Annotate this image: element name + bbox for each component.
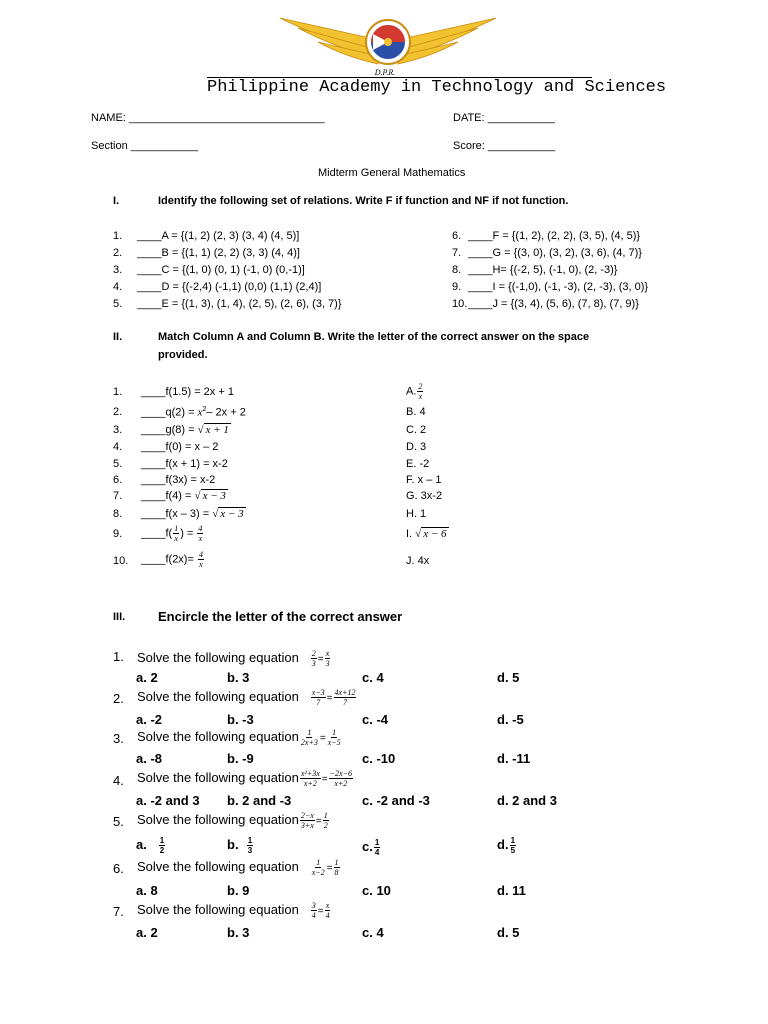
p1-num-10: 10. bbox=[452, 298, 468, 310]
p2-choice-g: G. 3x-2 bbox=[406, 490, 443, 502]
q3-option-c[interactable]: c. -10 bbox=[362, 751, 396, 766]
p2-num-4: 4. bbox=[113, 441, 123, 453]
p2-num-8: 8. bbox=[113, 508, 123, 520]
p2-num-1: 1. bbox=[113, 386, 123, 398]
p1-num-6: 6. bbox=[452, 230, 462, 242]
part2-instruction-1: Match Column A and Column B. Write the letter of the correct answer on the space bbox=[158, 331, 590, 343]
q2-option-c[interactable]: c. -4 bbox=[362, 712, 389, 727]
p1-item-7[interactable]: ____G = {(3, 0), (3, 2), (3, 6), (4, 7)} bbox=[468, 247, 642, 259]
q7-prompt: Solve the following equation $\frac{3}{4}$ = $\frac{x}{4}$ bbox=[137, 901, 330, 920]
p2-choice-e: E. -2 bbox=[406, 458, 430, 470]
p1-num-3: 3. bbox=[113, 264, 123, 276]
score-field[interactable]: Score: ___________ bbox=[453, 140, 556, 152]
p2-num-7: 7. bbox=[113, 490, 123, 502]
q6-option-a[interactable]: a. 8 bbox=[136, 883, 158, 898]
q7-option-d[interactable]: d. 5 bbox=[497, 925, 520, 940]
p1-num-4: 4. bbox=[113, 281, 123, 293]
p1-num-7: 7. bbox=[452, 247, 462, 259]
p1-item-10[interactable]: ____J = {(3, 4), (5, 6), (7, 8), (7, 9)} bbox=[468, 298, 639, 310]
p1-num-8: 8. bbox=[452, 264, 462, 276]
q5-number: 5. bbox=[113, 814, 124, 829]
p2-num-2: 2. bbox=[113, 406, 123, 418]
q4-option-d[interactable]: d. 2 and 3 bbox=[497, 793, 557, 808]
p2-item-7[interactable]: ____f(4) = √ x − 3 bbox=[141, 490, 226, 502]
p2-item-5[interactable]: ____f(x + 1) = x-2 bbox=[141, 458, 228, 470]
p1-item-9[interactable]: ____I = {(-1,0), (-1, -3), (2, -3), (3, 0)} bbox=[468, 281, 649, 293]
q2-option-d[interactable]: d. -5 bbox=[497, 712, 524, 727]
academy-wings-logo bbox=[278, 12, 498, 74]
q2-option-a[interactable]: a. -2 bbox=[136, 712, 163, 727]
q5-option-d[interactable]: d. $\frac{1}{5}$ bbox=[497, 836, 516, 855]
q1-prompt: Solve the following equation $\frac{2}{3}$ = $\frac{x}{3}$ bbox=[137, 649, 330, 668]
q3-prompt: Solve the following equation $\frac{1}{2x+3}$ = $\frac{1}{x-5}$ bbox=[137, 728, 341, 747]
p2-item-1[interactable]: ____f(1.5) = 2x + 1 bbox=[141, 386, 234, 398]
section-field[interactable]: Section ___________ bbox=[91, 140, 199, 152]
q5-option-a[interactable]: a. $\frac{1}{2}$ bbox=[136, 836, 165, 855]
q4-option-a[interactable]: a. -2 and 3 bbox=[136, 793, 200, 808]
p2-choice-c: C. 2 bbox=[406, 424, 427, 436]
p2-num-3: 3. bbox=[113, 424, 123, 436]
p1-item-8[interactable]: ____H= {(-2, 5), (-1, 0), (2, -3)} bbox=[468, 264, 618, 276]
dpr-signature: D.P.R. bbox=[374, 68, 396, 77]
p2-item-9[interactable]: ____f( $\frac{1}{x}$ ) = $\frac{4}{x}$ bbox=[141, 524, 203, 543]
q2-option-b[interactable]: b. -3 bbox=[227, 712, 254, 727]
q3-option-b[interactable]: b. -9 bbox=[227, 751, 254, 766]
p1-item-3[interactable]: ____C = {(1, 0) (0, 1) (-1, 0) (0,-1)] bbox=[137, 264, 305, 276]
q6-prompt: Solve the following equation $\frac{1}{x-2}$ = $\frac{1}{8}$ bbox=[137, 858, 339, 877]
q1-option-b[interactable]: b. 3 bbox=[227, 670, 250, 685]
p2-item-2[interactable]: ____q(2) = $x^2-$ 2x + 2 bbox=[141, 406, 246, 419]
q5-prompt: Solve the following equation $\frac{2-x}{3+x}$ = $\frac{1}{2}$ bbox=[137, 811, 328, 830]
p2-choice-d: D. 3 bbox=[406, 441, 427, 453]
part2-instruction-2: provided. bbox=[158, 349, 208, 361]
q2-number: 2. bbox=[113, 691, 124, 706]
p2-choice-b: B. 4 bbox=[406, 406, 426, 418]
q1-option-c[interactable]: c. 4 bbox=[362, 670, 384, 685]
p2-item-10[interactable]: ____f(2x)= $\frac{4}{x}$ bbox=[141, 550, 203, 569]
q6-option-b[interactable]: b. 9 bbox=[227, 883, 250, 898]
part1-instruction: Identify the following set of relations. Write F if function and NF if not function. bbox=[158, 195, 569, 207]
q7-number: 7. bbox=[113, 904, 124, 919]
q6-number: 6. bbox=[113, 861, 124, 876]
q3-number: 3. bbox=[113, 731, 124, 746]
p1-num-5: 5. bbox=[113, 298, 123, 310]
p2-choice-h: H. 1 bbox=[406, 508, 427, 520]
q1-option-d[interactable]: d. 5 bbox=[497, 670, 520, 685]
part3-instruction: Encircle the letter of the correct answer bbox=[158, 609, 403, 624]
q1-option-a[interactable]: a. 2 bbox=[136, 670, 158, 685]
p1-num-2: 2. bbox=[113, 247, 123, 259]
p1-item-5[interactable]: ____E = {(1, 3), (1, 4), (2, 5), (2, 6), (3, 7)} bbox=[137, 298, 342, 310]
p2-num-6: 6. bbox=[113, 474, 123, 486]
q5-option-c[interactable]: c. $\frac{1}{4}$ bbox=[362, 838, 380, 857]
q2-prompt: Solve the following equation $\frac{x-3}{7}$ = $\frac{4x+12}{7}$ bbox=[137, 688, 356, 707]
p1-num-1: 1. bbox=[113, 230, 123, 242]
q7-option-a[interactable]: a. 2 bbox=[136, 925, 158, 940]
q3-option-a[interactable]: a. -8 bbox=[136, 751, 163, 766]
part2-numeral: II. bbox=[113, 331, 123, 343]
part3-numeral: III. bbox=[113, 611, 126, 623]
name-field[interactable]: NAME: ________________________________ bbox=[91, 112, 325, 124]
q7-option-b[interactable]: b. 3 bbox=[227, 925, 250, 940]
p2-item-6[interactable]: ____f(3x) = x-2 bbox=[141, 474, 216, 486]
p2-item-4[interactable]: ____f(0) = x – 2 bbox=[141, 441, 219, 453]
exam-title: Midterm General Mathematics bbox=[318, 167, 466, 179]
date-field[interactable]: DATE: ___________ bbox=[453, 112, 555, 124]
p2-choice-a: A. $\frac{2}{x}$ bbox=[406, 382, 423, 401]
q5-option-b[interactable]: b. $\frac{1}{3}$ bbox=[227, 836, 253, 855]
p2-num-10: 10. bbox=[113, 555, 129, 567]
q4-prompt: Solve the following equation $\frac{\text{x²+3x}}{x+2}$ = $\frac{-2x-6}{x+2}$ bbox=[137, 769, 352, 788]
q3-option-d[interactable]: d. -11 bbox=[497, 751, 531, 766]
p1-item-6[interactable]: ____F = {(1, 2), (2, 2), (3, 5), (4, 5)} bbox=[468, 230, 641, 242]
p2-num-9: 9. bbox=[113, 528, 123, 540]
academy-name: Philippine Academy in Technology and Sciences bbox=[207, 78, 667, 97]
p2-choice-f: F. x – 1 bbox=[406, 474, 442, 486]
q1-number: 1. bbox=[113, 649, 124, 664]
p1-item-4[interactable]: ____D = {(-2,4) (-1,1) (0,0) (1,1) (2,4)] bbox=[137, 281, 322, 293]
q4-option-c[interactable]: c. -2 and -3 bbox=[362, 793, 430, 808]
part1-numeral: I. bbox=[113, 195, 120, 207]
p1-item-2[interactable]: ____B = {(1, 1) (2, 2) (3, 3) (4, 4)] bbox=[137, 247, 300, 259]
q4-option-b[interactable]: b. 2 and -3 bbox=[227, 793, 292, 808]
p2-item-3[interactable]: ____g(8) = √ x + 1 bbox=[141, 424, 229, 436]
q6-option-c[interactable]: c. 10 bbox=[362, 883, 391, 898]
p2-choice-i: I. √ x − 6 bbox=[406, 528, 447, 540]
p1-item-1[interactable]: ____A = {(1, 2) (2, 3) (3, 4) (4, 5)] bbox=[137, 230, 300, 242]
p2-choice-j: J. 4x bbox=[406, 555, 430, 567]
q7-option-c[interactable]: c. 4 bbox=[362, 925, 384, 940]
q6-option-d[interactable]: d. 11 bbox=[497, 883, 526, 898]
q4-number: 4. bbox=[113, 773, 124, 788]
p2-item-8[interactable]: ____f(x – 3) = √ x − 3 bbox=[141, 508, 244, 520]
p1-num-9: 9. bbox=[452, 281, 462, 293]
p2-num-5: 5. bbox=[113, 458, 123, 470]
